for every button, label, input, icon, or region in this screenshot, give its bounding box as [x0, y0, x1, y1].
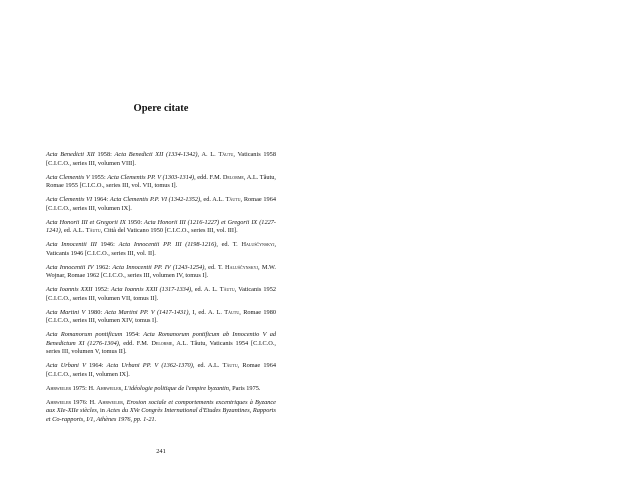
reference-entry: Ahrweiler 1976: H. Ahrweiler, Erosion sociale et comportements excentriques à Byzance aux XIe-XIIe siècles, in Actes du XVe Congrès International d'Etudes Byzantines, Rapports et Co-rapports, I/1, Athènes 1976, pp. 1-21.	[46, 398, 276, 423]
reference-entry: Acta Innocentii IV 1962: Acta Innocentii PP. IV (1243-1254), ed. T. Haluščynskyj, M.W. Wojnar, Romae 1962 [C.I.C.O., series III, volumen IV, tomus I].	[46, 263, 276, 280]
page-title: Opere citate	[133, 103, 189, 114]
reference-entry: Acta Clementis V 1955: Acta Clementis PP. V (1303-1314), edd. F.M. Delorme, A.L. Tăutu, Romae 1955 [C.I.C.O., series III, vol. VII, tomus I].	[46, 173, 276, 190]
reference-entry: Acta Honorii III et Gregorii IX 1950: Acta Honorii III (1216-1227) et Gregorii IX (1227-1241), ed. A.L. Tăutu, Città del Vaticano 1950 [C.I.C.O., series III, vol. III].	[46, 218, 276, 235]
reference-entry: Acta Ioannis XXII 1952: Acta Ioannis XXII (1317-1334), ed. A. L. Tăutu, Vaticanis 1952 [C.I.C.O., series III, volumen VII, tomus II].	[46, 286, 276, 302]
reference-entry: Acta Urbani V 1964: Acta Urbani PP. V (1362-1370), ed. A.L. Tăutu, Romae 1964 [C.I.C.O., series II, volumen IX].	[46, 362, 276, 378]
reference-entry: Acta Romanorum pontificum 1954: Acta Romanorum pontificum ab Innocentio V ad Benedictum XI (1276-1304), edd. F.M. Delorme, A.L. Tăutu, Vaticanis 1954 [C.I.C.O., series III, volumen V, tomus II].	[46, 331, 276, 356]
page-number: 241	[156, 448, 166, 455]
reference-entry: Acta Clementis VI 1964: Acta Clementis P.P. VI (1342-1352), ed. A.L. Tăutu, Romae 1964 [C.I.C.O., series III, volumen IX].	[46, 196, 276, 212]
reference-entry: Acta Benedicti XII 1958: Acta Benedicti XII (1334-1342), A. L. Tăutu, Vaticanis 1958 [C.I.C.O., series III, volumen VIII].	[46, 151, 276, 167]
reference-entry: Acta Innocentii III 1946: Acta Innocentii PP. III (1198-1216), ed. T. Haluščynskyj, Vaticanis 1946 [C.I.C.O., series III, vol. II].	[46, 241, 277, 257]
reference-list	[46, 151, 276, 430]
reference-entry: Acta Martini V 1980: Acta Martini PP. V (1417-1431), I, ed. A. L. Tăutu, Romae 1980 [C.I.C.O., series III, volumen XIV, tomus I].	[46, 308, 277, 325]
reference-entry: Ahrweiler 1975: H. Ahrweiler, L'idéologie politique de l'empire byzantin, Paris 1975.	[46, 384, 261, 392]
